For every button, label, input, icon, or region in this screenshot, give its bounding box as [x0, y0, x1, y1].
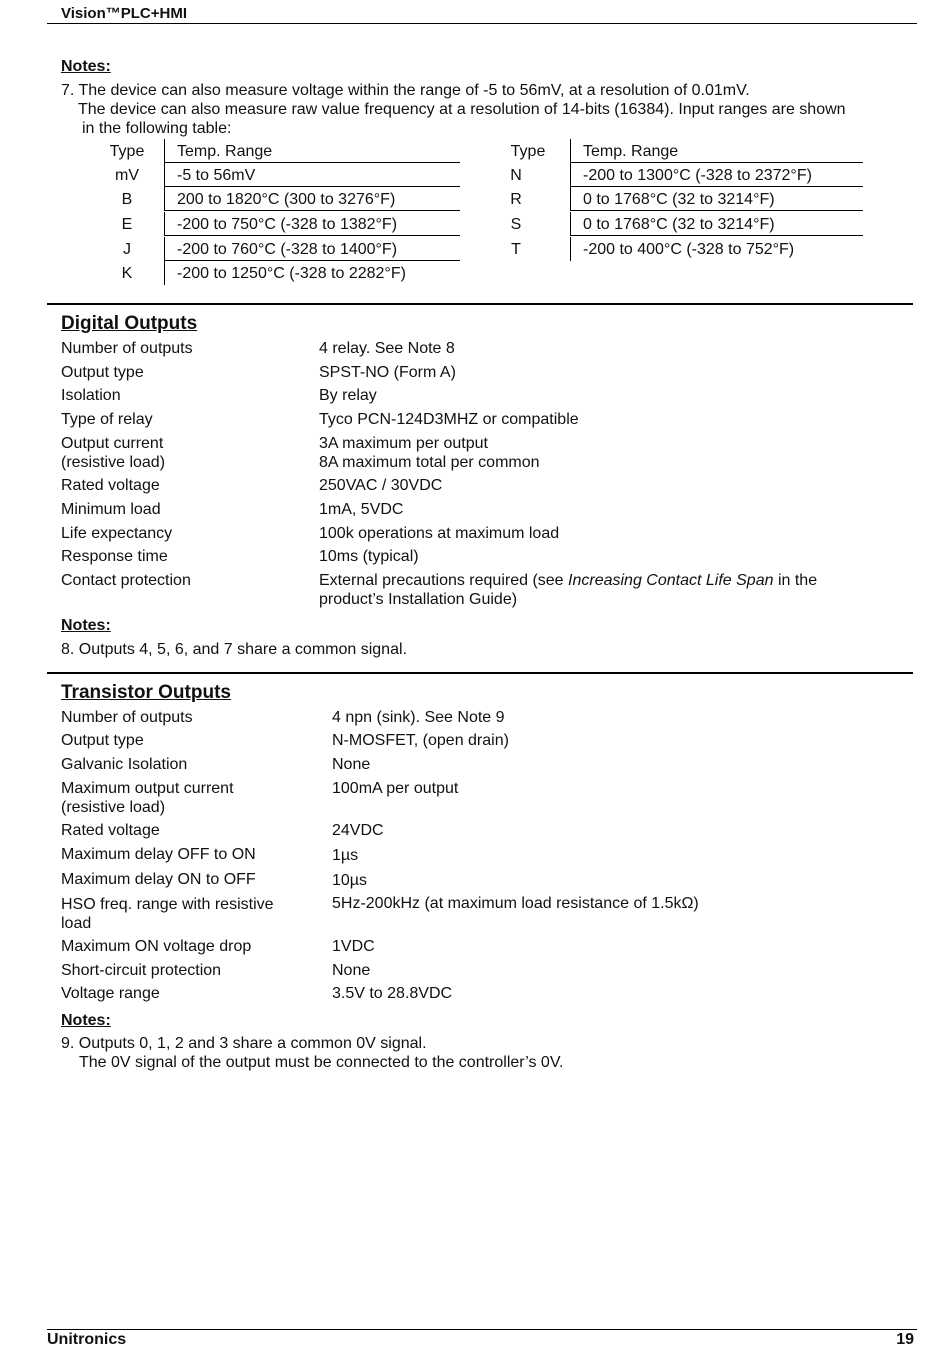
spec-value: N-MOSFET, (open drain)	[332, 732, 509, 749]
column-divider	[164, 261, 165, 285]
temp-range-table-right	[496, 139, 866, 261]
type-cell: S	[510, 216, 522, 233]
spec-value-text: External precautions required (see	[319, 572, 569, 589]
type-cell: mV	[115, 167, 139, 184]
note-7-line-3: in the following table:	[82, 120, 232, 137]
spec-label: Type of relay	[61, 411, 153, 428]
type-cell: E	[121, 216, 133, 233]
column-header-type: Type	[510, 143, 546, 160]
spec-value: 250VAC / 30VDC	[319, 477, 443, 494]
temp-range-cell: 200 to 1820°C (300 to 3276°F)	[177, 191, 396, 208]
spec-label: Maximum delay OFF to ON	[61, 846, 256, 863]
column-divider	[570, 163, 571, 187]
column-divider	[164, 139, 165, 163]
table-row	[90, 212, 460, 236]
spec-value: None	[332, 962, 371, 979]
spec-value-continued: product’s Installation Guide)	[319, 591, 518, 608]
header-rule	[47, 23, 917, 24]
spec-label: Isolation	[61, 387, 121, 404]
temp-range-cell: -200 to 1300°C (-328 to 2372°F)	[583, 167, 812, 184]
type-cell: K	[121, 265, 133, 282]
spec-value: 5Hz-200kHz (at maximum load resistance of 1.5kΩ)	[332, 895, 699, 912]
table-row	[496, 163, 866, 187]
spec-label-continued: (resistive load)	[61, 799, 166, 816]
spec-value: 4 npn (sink). See Note 9	[332, 709, 505, 726]
spec-label-continued: (resistive load)	[61, 454, 166, 471]
spec-value: 3A maximum per output	[319, 435, 488, 452]
spec-value: 1mA, 5VDC	[319, 501, 404, 518]
table-row	[90, 187, 460, 211]
column-divider	[164, 163, 165, 187]
temp-range-cell: -200 to 1250°C (-328 to 2282°F)	[177, 265, 406, 282]
spec-label: Maximum output current	[61, 780, 234, 797]
table-row	[90, 261, 460, 285]
note-7-line-1: 7. The device can also measure voltage within the range of -5 to 56mV, at a resolution of 0.01mV.	[61, 82, 750, 99]
row-divider	[570, 235, 863, 236]
spec-label: Rated voltage	[61, 822, 160, 839]
spec-label: HSO freq. range with resistive	[61, 896, 274, 913]
spec-value: 1VDC	[332, 938, 375, 955]
temp-range-table-left	[90, 139, 460, 285]
footer-company: Unitronics	[47, 1331, 127, 1348]
spec-label: Output type	[61, 732, 144, 749]
spec-label: Galvanic Isolation	[61, 756, 188, 773]
spec-value: By relay	[319, 387, 377, 404]
temp-range-cell: -200 to 760°C (-328 to 1400°F)	[177, 241, 398, 258]
note-9-line-2: The 0V signal of the output must be connected to the controller’s 0V.	[79, 1054, 564, 1071]
column-header-temp-range: Temp. Range	[177, 143, 273, 160]
transistor-outputs-title: Transistor Outputs	[61, 682, 231, 703]
spec-label-continued: load	[61, 915, 92, 932]
spec-label: Number of outputs	[61, 340, 193, 357]
spec-label: Maximum ON voltage drop	[61, 938, 252, 955]
spec-label: Life expectancy	[61, 525, 173, 542]
spec-label: Response time	[61, 548, 168, 565]
table-header-row	[496, 139, 866, 163]
table-row	[496, 187, 866, 211]
column-header-type: Type	[109, 143, 145, 160]
notes-label: Notes:	[61, 58, 111, 75]
table-row	[496, 212, 866, 236]
digital-outputs-title: Digital Outputs	[61, 313, 198, 334]
column-divider	[570, 139, 571, 163]
spec-value: SPST-NO (Form A)	[319, 364, 456, 381]
type-cell: J	[123, 241, 131, 258]
notes-label: Notes:	[61, 617, 111, 634]
spec-label: Contact protection	[61, 572, 191, 589]
spec-label: Number of outputs	[61, 709, 193, 726]
type-cell: R	[510, 191, 522, 208]
column-divider	[570, 212, 571, 236]
note-8: 8. Outputs 4, 5, 6, and 7 share a common signal.	[61, 641, 407, 658]
temp-range-cell: 0 to 1768°C (32 to 3214°F)	[583, 191, 775, 208]
temp-range-cell: 0 to 1768°C (32 to 3214°F)	[583, 216, 775, 233]
spec-label: Minimum load	[61, 501, 161, 518]
section-divider	[47, 672, 913, 674]
spec-label: Output type	[61, 364, 144, 381]
note-7-line-2: The device can also measure raw value frequency at a resolution of 14-bits (16384). Input ranges are shown	[78, 101, 846, 118]
column-divider	[164, 237, 165, 261]
spec-label: Rated voltage	[61, 477, 160, 494]
column-divider	[570, 237, 571, 261]
row-divider	[164, 210, 460, 211]
table-row	[90, 163, 460, 187]
spec-value: None	[332, 756, 371, 773]
table-row	[90, 237, 460, 261]
spec-value: 100k operations at maximum load	[319, 525, 560, 542]
spec-label: Maximum delay ON to OFF	[61, 871, 256, 888]
column-divider	[570, 187, 571, 211]
spec-value: Tyco PCN-124D3MHZ or compatible	[319, 411, 579, 428]
type-cell: N	[510, 167, 522, 184]
spec-value: 4 relay. See Note 8	[319, 340, 455, 357]
page-number: 19	[896, 1331, 914, 1348]
notes-label: Notes:	[61, 1012, 111, 1029]
spec-value	[319, 572, 817, 590]
spec-value: 24VDC	[332, 822, 384, 839]
section-divider	[47, 303, 913, 305]
spec-label: Output current	[61, 435, 164, 452]
column-divider	[164, 187, 165, 211]
table-header-row	[90, 139, 460, 163]
spec-label: Voltage range	[61, 985, 160, 1002]
footer-rule	[47, 1329, 917, 1330]
spec-value: 10ms (typical)	[319, 548, 419, 565]
spec-value: 3.5V to 28.8VDC	[332, 985, 453, 1002]
type-cell: B	[121, 191, 133, 208]
spec-value-text: in the	[773, 572, 818, 589]
spec-value: 100mA per output	[332, 780, 459, 797]
row-divider	[164, 235, 460, 236]
spec-label: Short-circuit protection	[61, 962, 222, 979]
header-title: Vision™PLC+HMI	[61, 5, 187, 22]
table-row	[496, 237, 866, 261]
spec-value: 1µs	[332, 847, 359, 864]
temp-range-cell: -200 to 750°C (-328 to 1382°F)	[177, 216, 398, 233]
spec-value-continued: 8A maximum total per common	[319, 454, 540, 471]
column-divider	[164, 212, 165, 236]
spec-value: 10µs	[332, 872, 368, 889]
column-header-temp-range: Temp. Range	[583, 143, 679, 160]
type-cell: T	[511, 241, 521, 258]
note-9-line-1: 9. Outputs 0, 1, 2 and 3 share a common 0V signal.	[61, 1035, 427, 1052]
row-divider	[570, 210, 863, 211]
guide-reference: Increasing Contact Life Span	[568, 572, 774, 589]
temp-range-cell: -200 to 400°C (-328 to 752°F)	[583, 241, 795, 258]
temp-range-cell: -5 to 56mV	[177, 167, 256, 184]
